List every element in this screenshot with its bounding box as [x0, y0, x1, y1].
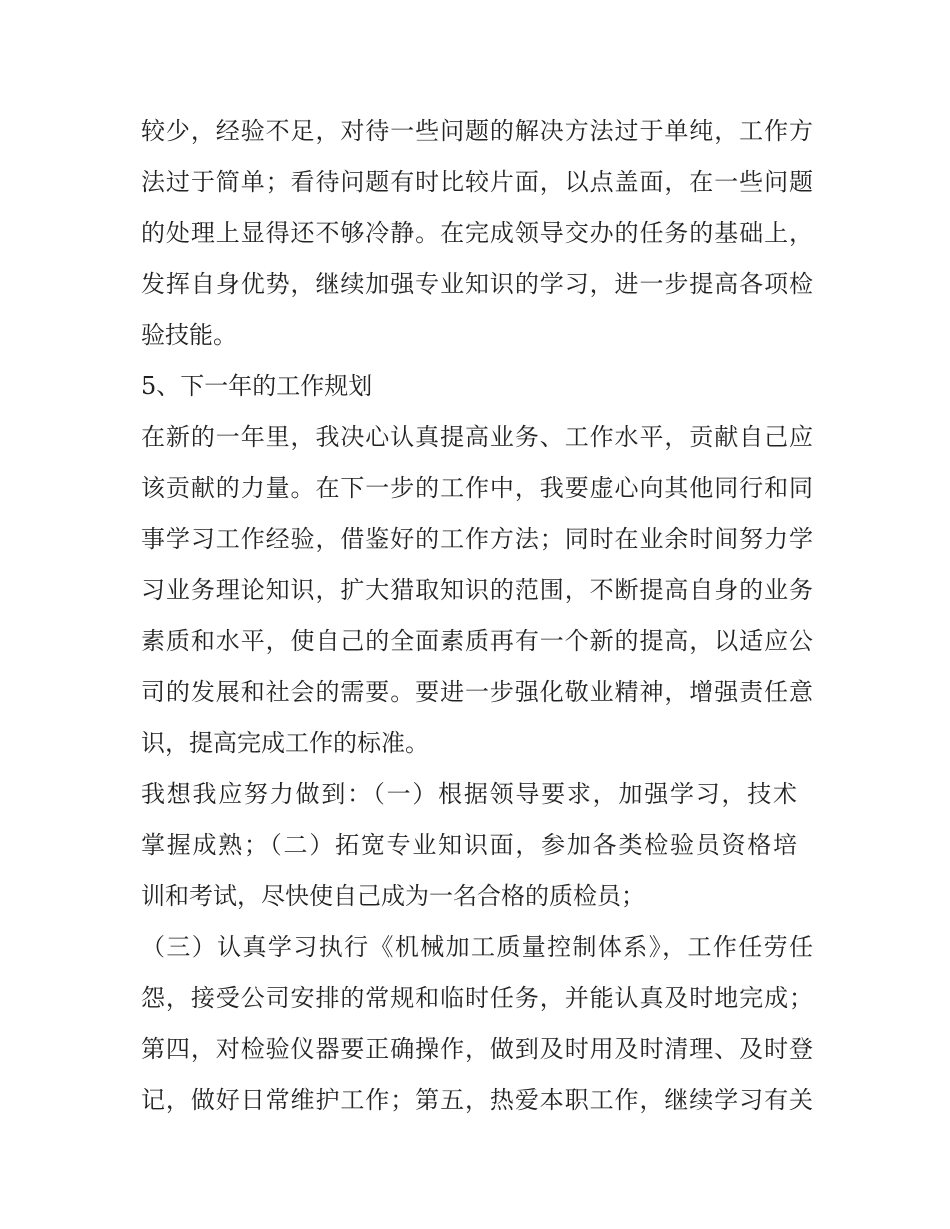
paragraph-line: 记，做好日常维护工作；第五，热爱本职工作，继续学习有关	[141, 1086, 813, 1114]
paragraph-line: 发挥自身优势，继续加强专业知识的学习，进一步提高各项检	[141, 270, 813, 298]
paragraph-line: 在新的一年里，我决心认真提高业务、工作水平，贡献自己应	[141, 423, 813, 451]
document-page	[141, 106, 813, 1126]
paragraph-line: 怨，接受公司安排的常规和临时任务，并能认真及时地完成；	[141, 984, 813, 1012]
section-heading: 5、下一年的工作规划	[141, 372, 373, 400]
paragraph-line: （三）认真学习执行《机械加工质量控制体系》，工作任劳任	[141, 933, 813, 961]
paragraph-line: 训和考试，尽快使自己成为一名合格的质检员；	[141, 882, 645, 910]
paragraph-line: 习业务理论知识，扩大猎取知识的范围，不断提高自身的业务	[141, 576, 813, 604]
paragraph-line: 较少，经验不足，对待一些问题的解决方法过于单纯，工作方	[141, 117, 813, 145]
paragraph-line: 司的发展和社会的需要。要进一步强化敬业精神，增强责任意	[141, 678, 813, 706]
paragraph-line: 事学习工作经验，借鉴好的工作方法；同时在业余时间努力学	[141, 525, 813, 553]
paragraph-line: 该贡献的力量。在下一步的工作中，我要虚心向其他同行和同	[141, 474, 813, 502]
paragraph-line: 验技能。	[141, 321, 237, 349]
paragraph-line: 掌握成熟；（二）拓宽专业知识面，参加各类检验员资格培	[141, 831, 797, 859]
paragraph-line: 第四，对检验仪器要正确操作，做到及时用及时清理、及时登	[141, 1035, 813, 1063]
paragraph-line: 我想我应努力做到：（一）根据领导要求，加强学习，技术	[141, 780, 797, 808]
paragraph-line: 法过于简单；看待问题有时比较片面，以点盖面，在一些问题	[141, 168, 813, 196]
paragraph-line: 素质和水平，使自己的全面素质再有一个新的提高，以适应公	[141, 627, 813, 655]
paragraph-line: 识，提高完成工作的标准。	[141, 729, 429, 757]
paragraph-line: 的处理上显得还不够冷静。在完成领导交办的任务的基础上，	[141, 219, 813, 247]
